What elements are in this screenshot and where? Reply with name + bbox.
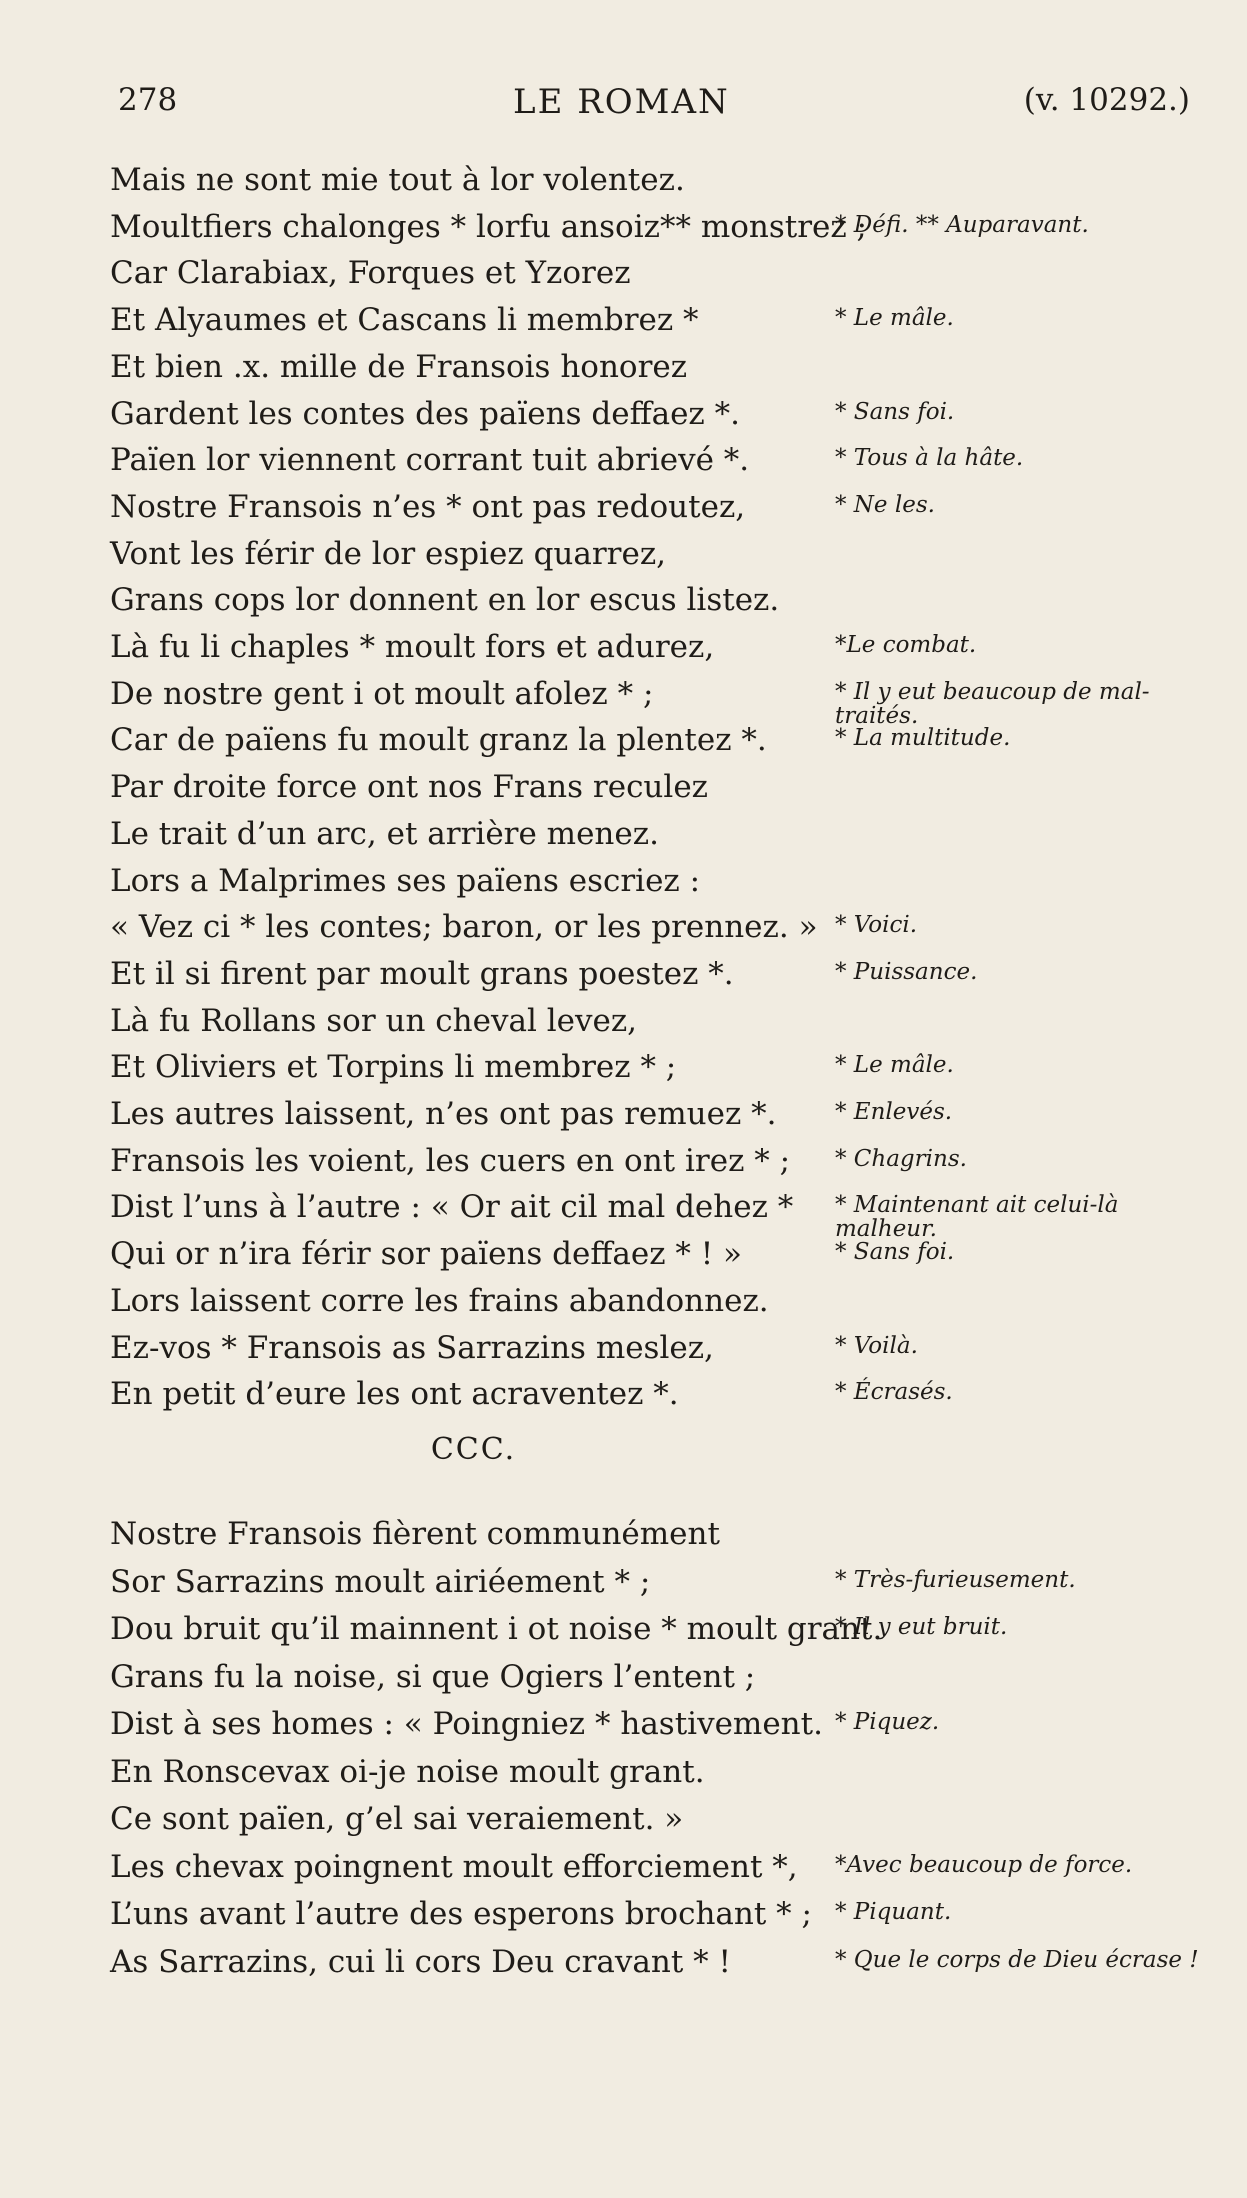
verse-line — [0, 1049, 1247, 1101]
verse-text: Ce sont païen, g’el sai veraiement. » — [110, 1801, 684, 1837]
verse-text: En Ronscevax oi-je noise moult grant. — [110, 1753, 705, 1790]
gloss-note: * Voilà. — [835, 1332, 918, 1359]
verse-text: Dist l’uns à l’autre : « Or ait cil mal dehez * — [110, 1189, 794, 1226]
verse-line — [0, 209, 1247, 261]
gloss-note: * Que le corps de Dieu écrase ! — [835, 1946, 1199, 1973]
verse-line — [0, 1706, 1247, 1758]
verse-line — [0, 1659, 1247, 1711]
verse-line — [0, 769, 1247, 821]
verse-line — [0, 1096, 1247, 1148]
verse-text: Dou bruit qu’il mainnent i ot noise * moult grant. — [110, 1611, 883, 1647]
verse-line — [0, 1283, 1247, 1335]
verse-text: Car de païens fu moult granz la plentez *. — [110, 722, 767, 759]
verse-line — [0, 396, 1247, 448]
gloss-note: *Avec beaucoup de force. — [835, 1851, 1133, 1878]
verse-text: Et Oliviers et Torpins li membrez * ; — [110, 1049, 677, 1086]
verse-line — [0, 956, 1247, 1008]
verse-text: Grans cops lor donnent en lor escus listez. — [110, 582, 780, 619]
verse-text: Gardent les contes des païens deffaez *. — [110, 395, 740, 432]
gloss-note: * Piquant. — [835, 1899, 952, 1925]
verse-text: Vont les férir de lor espiez quarrez, — [110, 535, 667, 572]
verse-text: Et il si firent par moult grans poestez *. — [110, 955, 734, 992]
gloss-note: * Maintenant ait celui-là malheur. — [835, 1192, 1119, 1243]
verse-text: Et bien .x. mille de Fransois honorez — [110, 348, 688, 385]
verse-text: Le trait d’un arc, et arrière menez. — [110, 815, 659, 852]
verse-line — [0, 1944, 1247, 1996]
verse-text: Et Alyaumes et Cascans li membrez * — [110, 302, 699, 339]
verse-line — [0, 1611, 1247, 1663]
verse-line — [0, 1330, 1247, 1382]
page-header — [118, 82, 1190, 132]
verse-text: Dist à ses homes : « Poingniez * hastivement. — [110, 1706, 823, 1742]
verse-line — [0, 349, 1247, 401]
verse-line — [0, 536, 1247, 588]
verse-line — [0, 1754, 1247, 1806]
page-number: 278 — [118, 82, 178, 118]
gloss-note: *Le combat. — [835, 632, 977, 658]
verse-text: En petit d’eure les ont acraventez *. — [110, 1376, 679, 1413]
verse-line — [0, 582, 1247, 634]
verse-text: Car Clarabiax, Forques et Yzorez — [110, 255, 631, 292]
gloss-note: * Ne les. — [835, 491, 935, 518]
verse-line — [0, 629, 1247, 681]
verse-line — [0, 489, 1247, 541]
verse-reference: (v. 10292.) — [1023, 82, 1190, 118]
verse-line — [0, 1376, 1247, 1428]
gloss-note: * Tous à la hâte. — [835, 445, 1024, 472]
verse-text: Les chevax poingnent moult efforciement *, — [110, 1848, 798, 1885]
verse-text: Là fu li chaples * moult fors et adurez, — [110, 629, 715, 665]
verse-line — [0, 722, 1247, 774]
verse-line — [0, 1143, 1247, 1195]
gloss-note: * Enlevés. — [835, 1099, 953, 1125]
verse-line — [0, 1801, 1247, 1853]
verse-text: Ez-vos * Fransois as Sarrazins meslez, — [110, 1329, 714, 1366]
verse-text: Les autres laissent, n’es ont pas remuez *. — [110, 1096, 777, 1132]
verse-text: Nostre Fransois fièrent communément — [110, 1516, 720, 1552]
verse-text: Lors laissent corre les frains abandonnez. — [110, 1282, 769, 1319]
gloss-note: * Sans foi. — [835, 1239, 955, 1266]
verse-text: Nostre Fransois n’es * ont pas redoutez, — [110, 488, 746, 525]
verse-text: Moultfiers chalonges * lorfu ansoiz** monstrez ; — [110, 208, 868, 245]
gloss-note: * Il y eut beaucoup de mal-traités. — [835, 678, 1150, 729]
verse-line — [0, 1849, 1247, 1901]
gloss-note: * Défi. ** Auparavant. — [835, 211, 1089, 238]
verse-text: Là fu Rollans sor un cheval levez, — [110, 1002, 638, 1039]
gloss-note: * Piquez. — [835, 1709, 940, 1735]
gloss-note: * Écrasés. — [835, 1379, 953, 1406]
verse-line — [0, 676, 1247, 728]
verse-line — [0, 816, 1247, 868]
verse-line — [0, 302, 1247, 354]
verse-line — [0, 1516, 1247, 1568]
verse-text: Grans fu la noise, si que Ogiers l’entent ; — [110, 1658, 756, 1695]
verse-line — [0, 1564, 1247, 1616]
gloss-note: * Chagrins. — [835, 1145, 967, 1172]
gloss-note: * Il y eut bruit. — [835, 1614, 1008, 1640]
verse-text: Qui or n’ira férir sor païens deffaez * ! » — [110, 1236, 743, 1273]
verse-text: L’uns avant l’autre des esperons brochant * ; — [110, 1896, 812, 1932]
verse-line — [0, 162, 1247, 214]
verse-text: As Sarrazins, cui li cors Deu cravant * ! — [110, 1943, 731, 1980]
verse-line — [0, 442, 1247, 494]
gloss-note: * Sans foi. — [835, 398, 955, 425]
verse-text: Par droite force ont nos Frans reculez — [110, 769, 708, 806]
gloss-note: * La multitude. — [835, 725, 1011, 752]
section-heading: CCC. — [430, 1432, 517, 1467]
gloss-note: * Très-furieusement. — [835, 1566, 1076, 1593]
verse-text: Fransois les voient, les cuers en ont irez * ; — [110, 1142, 791, 1179]
verse-text: Mais ne sont mie tout à lor volentez. — [110, 162, 685, 198]
gloss-note: * Le mâle. — [835, 305, 954, 332]
gloss-note: * Le mâle. — [835, 1052, 954, 1079]
verse-line — [0, 1896, 1247, 1948]
gloss-note: * Puissance. — [835, 958, 978, 985]
running-title: LE ROMAN — [513, 82, 730, 122]
verse-line — [0, 1003, 1247, 1055]
verse-line — [0, 1189, 1247, 1241]
verse-text: De nostre gent i ot moult afolez * ; — [110, 675, 654, 712]
verse-line — [0, 909, 1247, 961]
verse-line — [0, 863, 1247, 915]
gloss-note: * Voici. — [835, 912, 918, 939]
verse-text: « Vez ci * les contes; baron, or les prennez. » — [110, 909, 818, 946]
verse-text: Païen lor viennent corrant tuit abrievé *. — [110, 442, 750, 479]
verse-text: Sor Sarrazins moult airiéement * ; — [110, 1563, 651, 1600]
verse-line — [0, 255, 1247, 307]
verse-line — [0, 1236, 1247, 1288]
verse-text: Lors a Malprimes ses païens escriez : — [110, 862, 701, 899]
